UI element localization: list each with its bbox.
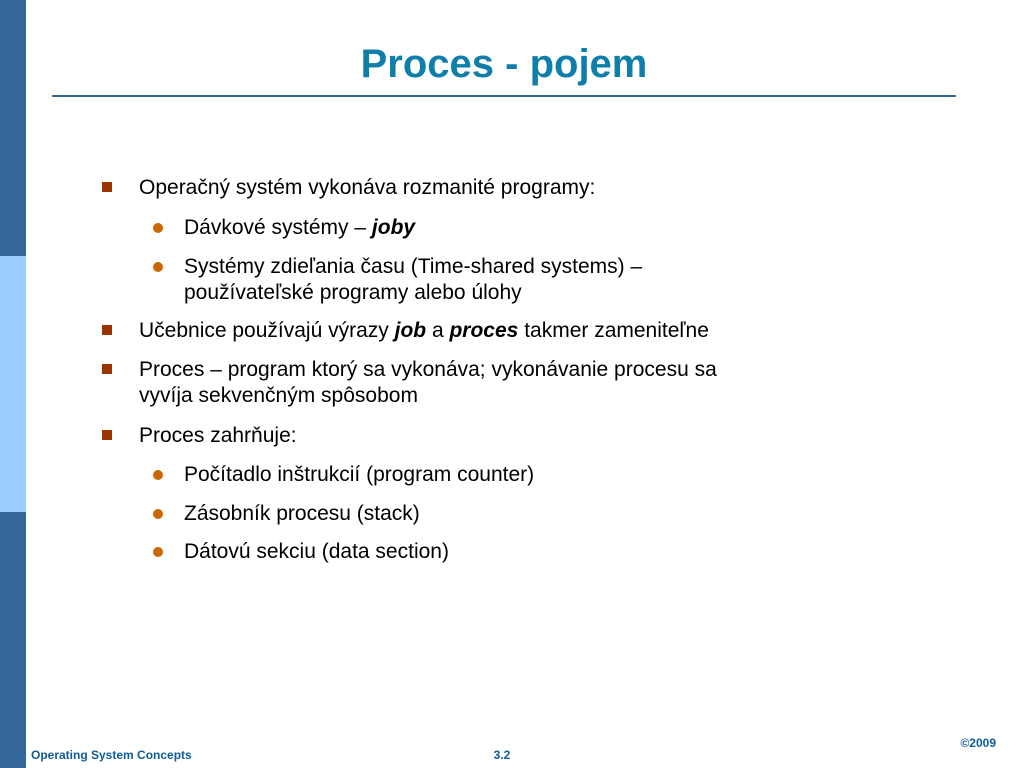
sub-bullet-item: Počítadlo inštrukcií (program counter): [184, 463, 535, 486]
sub-bullet-item: Zásobník procesu (stack): [184, 502, 420, 525]
round-bullet-icon: [153, 223, 163, 233]
slide-title: Proces - pojem: [360, 42, 648, 86]
bullet-text: takmer zameniteľne: [518, 319, 709, 342]
emphasis-text: job: [394, 319, 427, 342]
square-bullet-icon: [102, 325, 112, 335]
footer-copyright: ©2009: [960, 736, 996, 750]
emphasis-text: proces: [449, 319, 519, 342]
bullet-text: Učebnice používajú výrazy: [139, 319, 395, 342]
sub-bullet-item: Dátovú sekciu (data section): [184, 540, 449, 563]
sub-bullet-item: Systémy zdieľania času (Time-shared systems) –: [184, 255, 643, 278]
round-bullet-icon: [153, 470, 163, 480]
bullet-item: Proces – program ktorý sa vykonáva; vykonávanie procesu sa: [139, 358, 717, 381]
sub-bullet-text: Dávkové systémy –: [184, 216, 372, 239]
bullet-item: Operačný systém vykonáva rozmanité programy:: [139, 176, 596, 199]
square-bullet-icon: [102, 182, 112, 192]
bullet-item: Proces zahrňuje:: [139, 424, 297, 447]
sub-bullet-item-continuation: používateľské programy alebo úlohy: [184, 281, 522, 304]
sub-bullet-item: [184, 215, 415, 241]
footer-slide-number: 3.2: [493, 748, 511, 762]
bullet-item-continuation: vyvíja sekvenčným spôsobom: [139, 384, 418, 407]
bullet-item: [139, 318, 709, 344]
round-bullet-icon: [153, 262, 163, 272]
square-bullet-icon: [102, 430, 112, 440]
round-bullet-icon: [153, 547, 163, 557]
round-bullet-icon: [153, 509, 163, 519]
bullet-text: a: [426, 319, 450, 342]
emphasis-text: joby: [371, 216, 416, 239]
footer-book-title: Operating System Concepts: [31, 748, 192, 762]
square-bullet-icon: [102, 364, 112, 374]
